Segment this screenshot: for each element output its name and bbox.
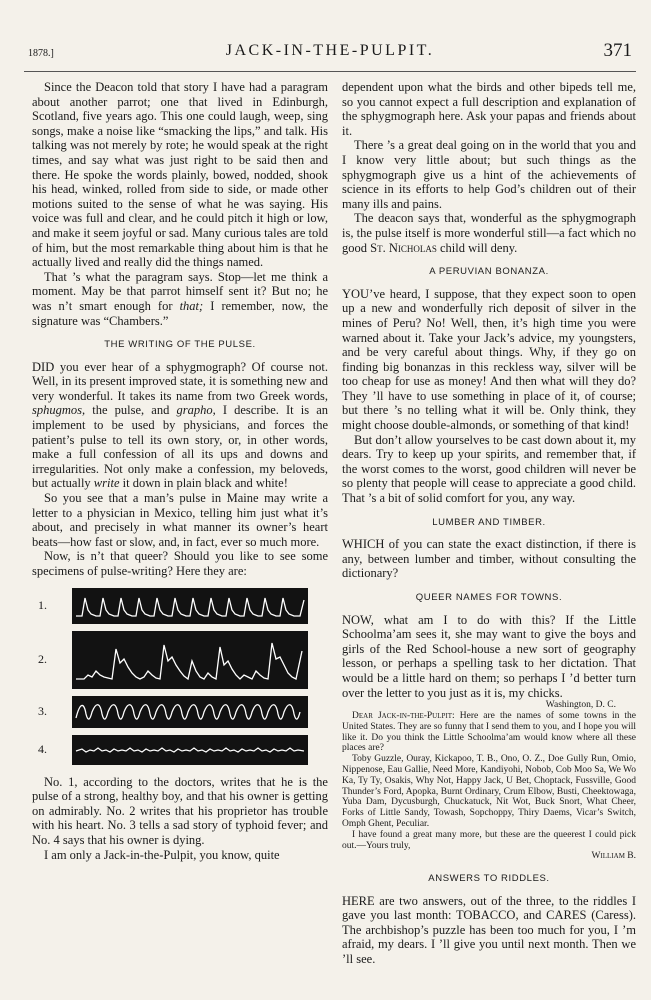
header-year: 1878.] [28, 48, 54, 59]
section-heading-lumber: LUMBER AND TIMBER. [432, 516, 546, 528]
towns-letter [342, 700, 636, 862]
pulse-paragraph-2: So you see that a man’s pulse in Maine may write a letter to a physician in Mexico, telling him just what it’s about, and precisely in what manner its owner’s heart beats—how fast or slow, and, in fact, ever so much more. [32, 491, 328, 549]
bonanza-paragraph-2: But don’t allow yourselves to be cast down about it, my dears. Try to keep up your spirits, and remember that, if the worst comes to the worst, good children will never be so plenty that people will cease to appreciate a good child. That ’s a bit of solid comfort for you, any way. [342, 432, 636, 506]
riddles-paragraph-1: HERE are two answers, out of the three, to the riddles I gave you last month: TOBACCO, and CARES (Caress). The archbishop’s puzzle has been too much for you, I ’m afraid, my dears. I ’ll give you until next month. Then we ’ll see. [342, 893, 636, 967]
page-number: 371 [603, 40, 632, 61]
pulse-trace-typhoid [72, 696, 308, 728]
letter-paragraph-1: Dear Jack-in-the-Pulpit: Here are the names of some towns in the United States. They are so funny that I send them to you, and I hope you will like it. Do you think the Little Schoolma’am would know where all these places are? [342, 710, 637, 754]
towns-paragraph-1: NOW, what am I to do with this? If the Little Schoolma’am sees it, she may want to give the boys and girls of the Red School-house a new sort of geography lesson, or perhaps a spelling task to her dictation. That would be a little hard on them; so perhaps I ’d better turn over the letter to you just as it is, my chicks. [342, 612, 636, 700]
pulse-paragraph-7: The deacon says that, wonderful as the sphygmograph is, the pulse itself is more wonderful still—a fact which no good St. Nicholas child will deny. [342, 211, 636, 255]
section-heading-riddles: ANSWERS TO RIDDLES. [428, 873, 550, 885]
pulse-trace-dying [72, 735, 308, 765]
pulse-paragraph-5: I am only a Jack-in-the-Pulpit, you know, quite [44, 847, 280, 862]
parrot-paragraph-2: That ’s what the paragram says. Stop—let me think a moment. May be that parrot himself sent it? But no; he was n’t smart enough for that; I remember, now, the signature was “Chambers.” [32, 269, 328, 328]
pulse-strip-row-4 [32, 735, 328, 765]
letter-signature: William B. [591, 851, 636, 862]
letter-town-list: Toby Guzzle, Ouray, Kickapoo, T. B., Ono, O. Z., Doe Gully Run, Omio, Nippenose, Eau Gallie, Need More, Kandiyohi, Nobob, Cob Moo Sa, We Wo Ka, Ty Ty, Osakis, Why Not, Happy Jack, U Bet, Choptack, Fussville, Good Thunder’s Ford, Apopka, Burnt Ordinary, Crum Elbow, Busti, Cheektowaga, Yuba Dam, Dycusburgh, Chuckatuck, Nit Wot, Buck Snort, What Cheer, Forks of Little Sandy, Towash, Sopchoppy, Thiry Daems, Vicar’s Switch, Omph Ghent, Peculiar. [342, 754, 636, 829]
pulse-paragraph-4: No. 1, according to the doctors, writes that he is the pulse of a strong, healthy boy, and that his owner is getting on admirably. No. 2 writes that his proprietor has trouble with his heart. No. 3 tells a sad story of typhoid fever; and No. 4 says that his owner is dying. [32, 774, 328, 847]
section-heading-pulse: THE WRITING OF THE PULSE. [104, 339, 256, 351]
parrot-paragraph-1: Since the Deacon told that story I have had a paragram about another parrot; one that lived in Edinburgh, Scotland, five years ago. This one could laugh, weep, sing songs, make a noise like “smacking the lips,” and talk. His talking was not merely by rote; he would speak at the right times, and say what was just right to be said then and there. He spoke the words plainly, bowed, nodded, shook his head, winked, rolled from side to side, or made other motions suited to the sense of what he was saying. His voice was full and clear, and he could pitch it high or low, and make it seem joyful or sad. Many curious tales are told of him, but the most remarkable thing about him is that he actually lived and really did the things named. [32, 80, 328, 270]
header-rule [24, 71, 636, 72]
section-heading-bonanza: A PERUVIAN BONANZA. [429, 266, 549, 278]
strip-label-4: 4. [38, 742, 47, 757]
section-heading-towns: QUEER NAMES FOR TOWNS. [415, 592, 563, 603]
bonanza-paragraph-1: YOU’ve heard, I suppose, that they expect soon to open up a new and wonderfully rich deposit of silver in the mines of Peru? No! Well, then, it’s high time you were warned about it. Take your Jack’s advice, my youngsters, and be very careful about things. Why, if they go on finding big bonanzas in this reckless way, silver will be too cheap for use as money! And then what will they do? They ’ll have to use something in place of it, of course; but there ’s no telling what it will be. Only think, they might choose double-almonds, or something of that kind! [342, 286, 636, 433]
pulse-paragraph-5-continued: dependent upon what the birds and other bipeds tell me, so you cannot expect a full description and explanation of the sphygmograph here. Ask your papas and friends about it. [342, 80, 636, 138]
running-title: JACK-IN-THE-PULPIT. [225, 42, 435, 59]
page-header [24, 40, 636, 66]
pulse-writing-figure [32, 588, 328, 765]
pulse-strip-row-1 [32, 588, 328, 624]
pulse-paragraph-3: Now, is n’t that queer? Should you like to see some specimens of pulse-writing? Here they are: [32, 549, 328, 578]
pulse-strip-row-3 [32, 696, 328, 728]
pulse-paragraph-6: There ’s a great deal going on in the world that you and I know very little about; but such things as the sphygmograph give us a hint of the achievements of science in its efforts to help God’s children out of their many ills and pains. [342, 138, 636, 211]
letter-closing: I have found a great many more, but these are the queerest I could pick out.—Yours truly, [342, 829, 636, 851]
pulse-trace-heart-trouble [72, 631, 308, 689]
strip-label-3: 3. [38, 704, 47, 719]
strip-label-1: 1. [38, 598, 47, 613]
left-column [32, 80, 328, 862]
pulse-strip-row-2 [32, 631, 328, 689]
letter-dateline: Washington, D. C. [545, 700, 616, 711]
lumber-paragraph-1: WHICH of you can state the exact distinction, if there is any, between lumber and timber, without consulting the dictionary? [342, 537, 636, 581]
right-column [342, 80, 636, 967]
pulse-trace-healthy [72, 588, 308, 624]
pulse-paragraph-1: DID you ever hear of a sphygmograph? Of course not. Well, in its present improved state, it is something new and very wonderful. It takes its name from two Greek words, sphugmos, the pulse, and grapho, I describe. It is an implement to be used by physicians, and forces the patient’s pulse to tell its own story, or, in other words, make a full confession of all its ups and downs and irregularities. Not only make a confession, my beloveds, but actually write it down in plain black and white! [32, 359, 329, 491]
strip-label-2: 2. [38, 652, 47, 667]
